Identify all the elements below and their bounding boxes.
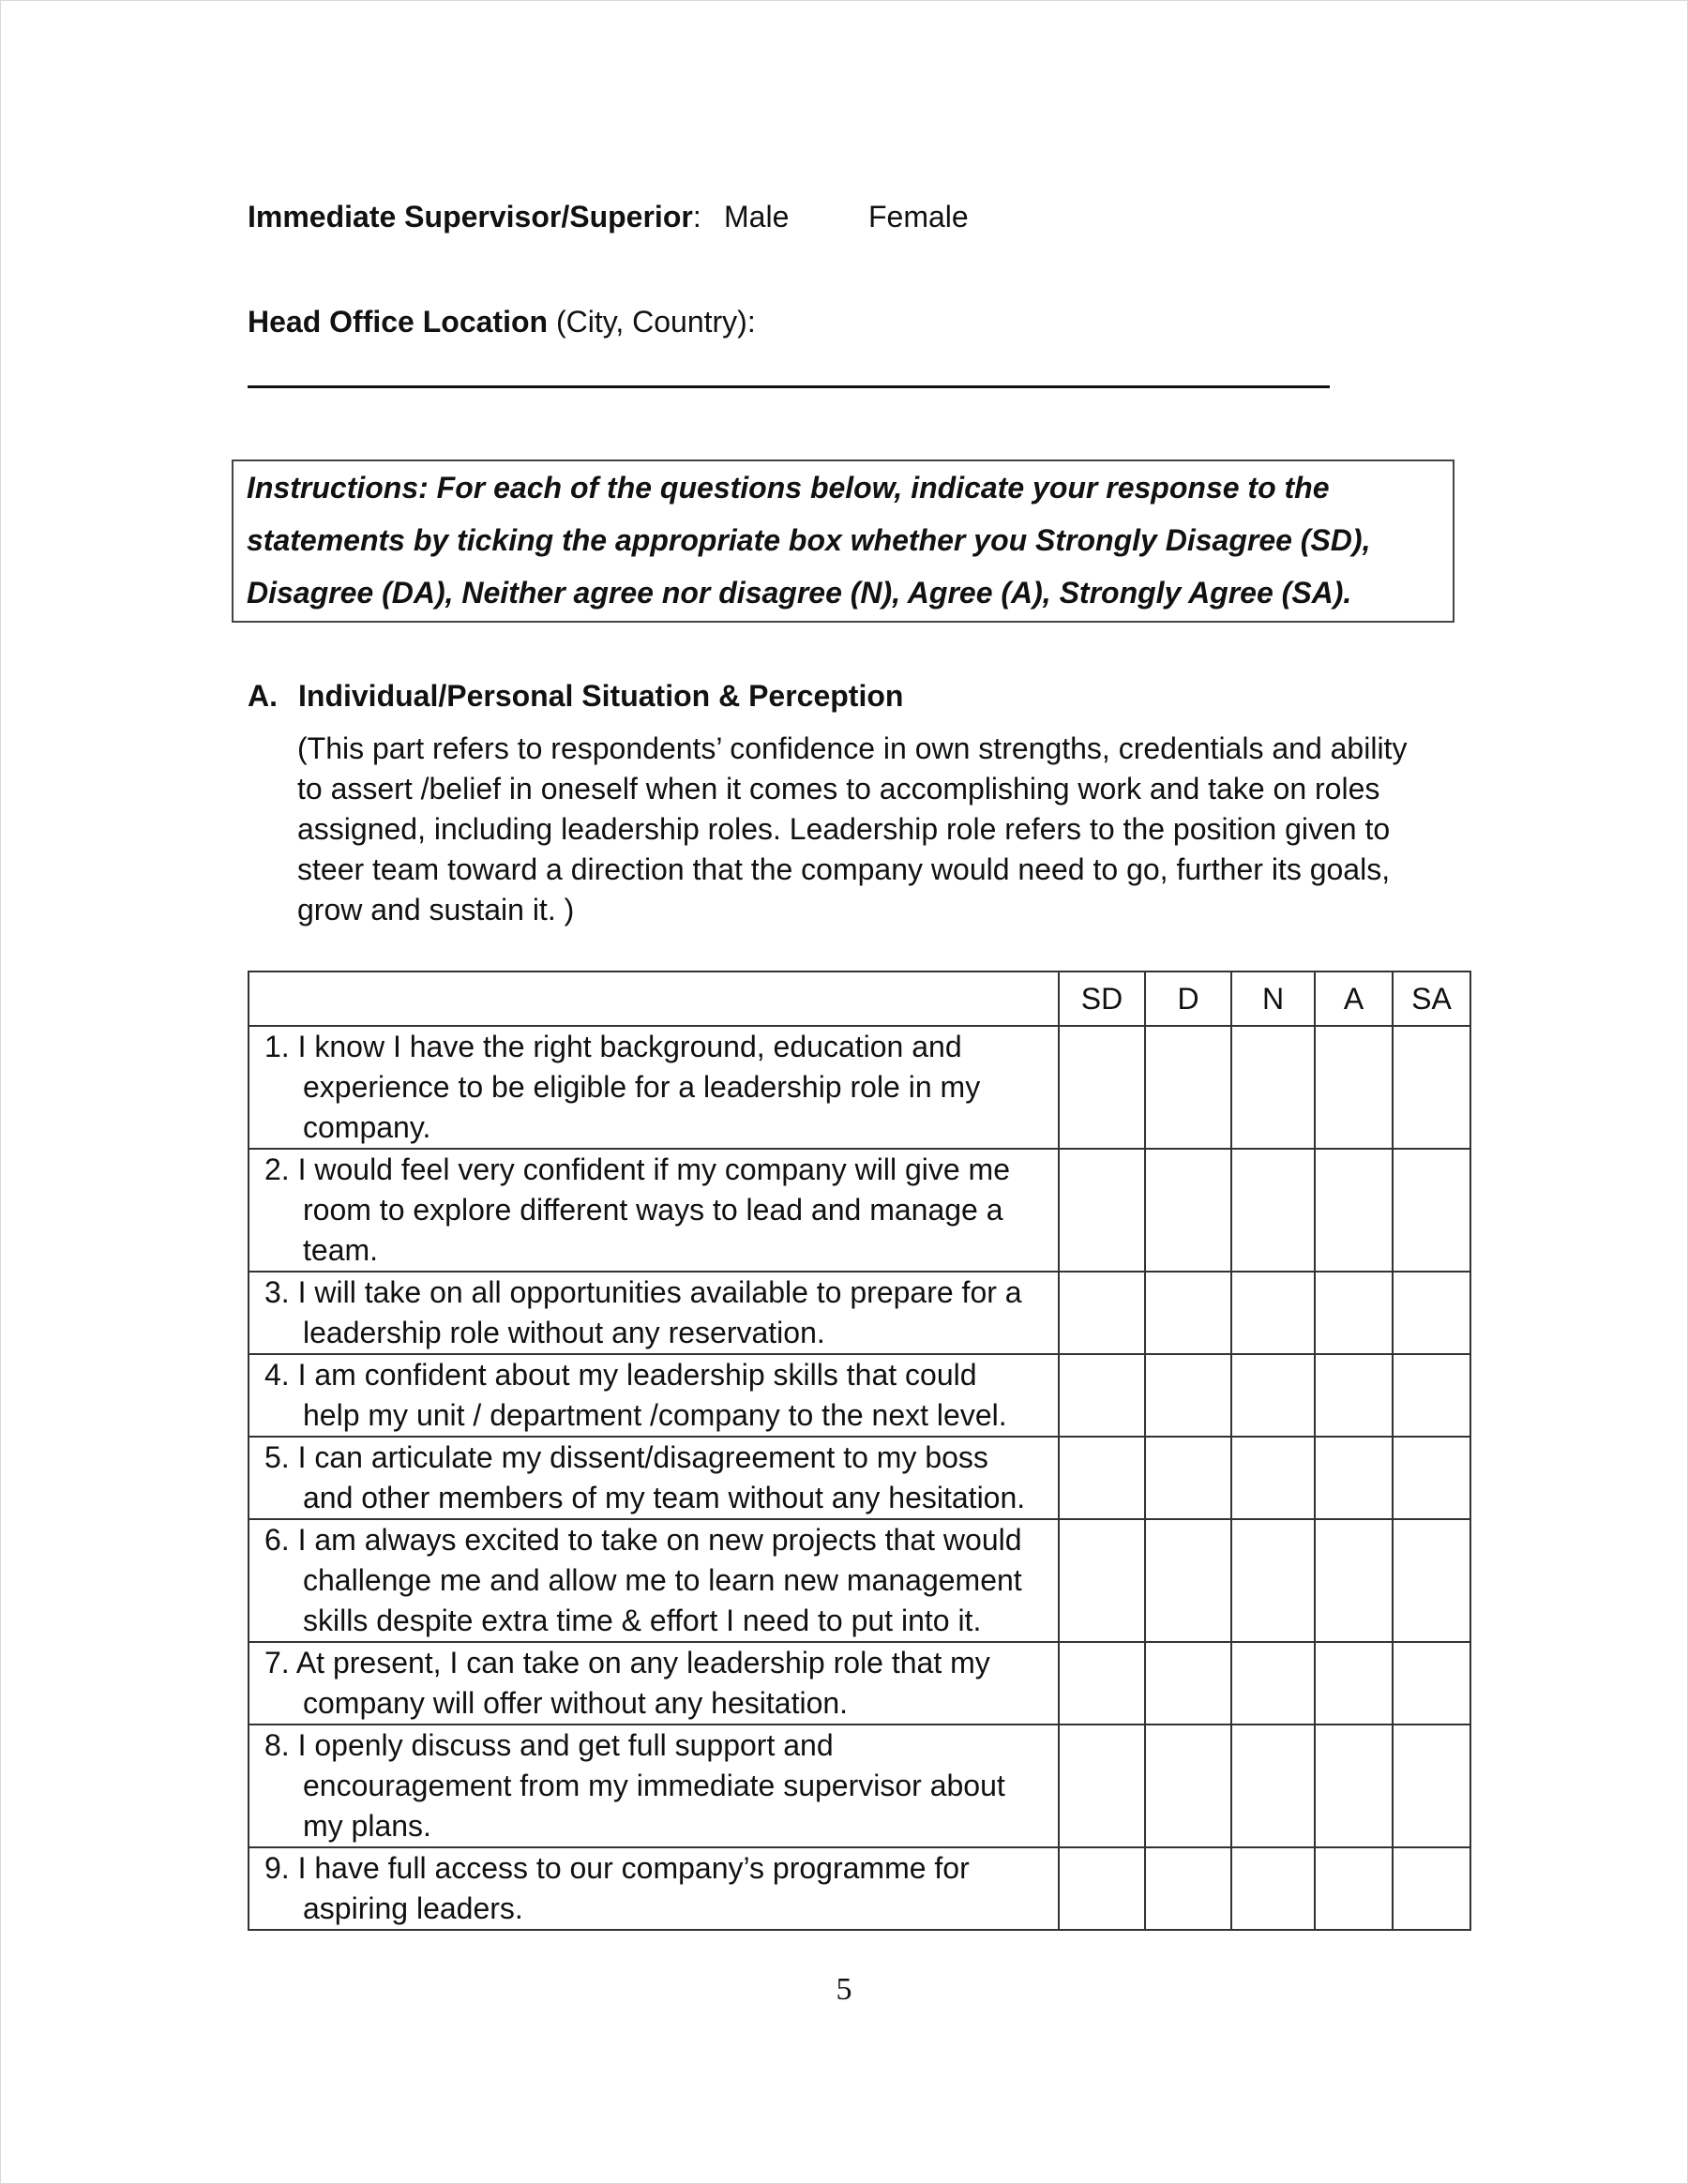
- instructions-line: Disagree (DA), Neither agree nor disagree (N), Agree (A), Strongly Agree (SA).: [247, 576, 1352, 610]
- checkbox-cell-sa[interactable]: [1393, 1725, 1470, 1847]
- instructions-box: [232, 459, 1454, 623]
- checkbox-cell-a[interactable]: [1315, 1642, 1393, 1725]
- checkbox-cell-sa[interactable]: [1393, 1642, 1470, 1725]
- checkbox-cell-n[interactable]: [1231, 1354, 1315, 1437]
- question-line: my plans.: [303, 1809, 431, 1843]
- instructions-line: Instructions: For each of the questions below, indicate your response to the: [247, 471, 1330, 505]
- supervisor-colon: :: [692, 200, 701, 233]
- question-line: 3. I will take on all opportunities available to prepare for a: [264, 1275, 1022, 1309]
- question-line: experience to be eligible for a leadership role in my: [303, 1070, 981, 1104]
- section-a-letter: A.: [248, 679, 278, 713]
- question-8: [249, 1725, 1059, 1847]
- checkbox-cell-sd[interactable]: [1059, 1026, 1145, 1149]
- supervisor-label: Immediate Supervisor/Superior: [248, 200, 693, 233]
- checkbox-cell-d[interactable]: [1145, 1272, 1231, 1354]
- checkbox-cell-sa[interactable]: [1393, 1149, 1470, 1272]
- checkbox-cell-sd[interactable]: [1059, 1149, 1145, 1272]
- table-row: [249, 1026, 1470, 1149]
- question-line: aspiring leaders.: [303, 1891, 523, 1925]
- checkbox-cell-d[interactable]: [1145, 1847, 1231, 1930]
- table-row: [249, 1847, 1470, 1930]
- section-a-title: Individual/Personal Situation & Perception: [298, 679, 904, 713]
- checkbox-cell-sa[interactable]: [1393, 1272, 1470, 1354]
- page-number: 5: [836, 1972, 852, 2007]
- header-sd: SD: [1059, 972, 1145, 1026]
- checkbox-cell-d[interactable]: [1145, 1149, 1231, 1272]
- question-line: challenge me and allow me to learn new management: [303, 1563, 1022, 1597]
- description-line: assigned, including leadership roles. Leadership role refers to the position given to: [297, 812, 1391, 846]
- head-office-input-line[interactable]: [248, 385, 1330, 388]
- head-office-hint: (City, Country):: [555, 305, 756, 339]
- checkbox-cell-n[interactable]: [1231, 1519, 1315, 1642]
- checkbox-cell-d[interactable]: [1145, 1354, 1231, 1437]
- checkbox-cell-n[interactable]: [1231, 1847, 1315, 1930]
- question-line: leadership role without any reservation.: [303, 1316, 825, 1349]
- checkbox-cell-n[interactable]: [1231, 1272, 1315, 1354]
- checkbox-cell-sa[interactable]: [1393, 1847, 1470, 1930]
- header-d: D: [1145, 972, 1231, 1026]
- description-line: to assert /belief in oneself when it comes to accomplishing work and take on roles: [297, 772, 1380, 806]
- description-line: steer team toward a direction that the company would need to go, further its goals,: [297, 852, 1391, 886]
- table-header-row: [249, 972, 1470, 1026]
- question-line: skills despite extra time & effort I need to put into it.: [303, 1604, 982, 1637]
- checkbox-cell-sa[interactable]: [1393, 1026, 1470, 1149]
- question-line: company will offer without any hesitation.: [303, 1686, 849, 1720]
- checkbox-cell-a[interactable]: [1315, 1026, 1393, 1149]
- checkbox-cell-sd[interactable]: [1059, 1642, 1145, 1725]
- table-row: [249, 1354, 1470, 1437]
- section-a-description: [297, 729, 1469, 930]
- question-line: 8. I openly discuss and get full support and: [264, 1728, 834, 1762]
- question-line: 5. I can articulate my dissent/disagreement to my boss: [264, 1440, 988, 1474]
- table-row: [249, 1642, 1470, 1725]
- checkbox-cell-sd[interactable]: [1059, 1847, 1145, 1930]
- checkbox-cell-a[interactable]: [1315, 1725, 1393, 1847]
- checkbox-cell-sd[interactable]: [1059, 1354, 1145, 1437]
- checkbox-cell-n[interactable]: [1231, 1149, 1315, 1272]
- question-5: [249, 1437, 1059, 1519]
- checkbox-cell-n[interactable]: [1231, 1642, 1315, 1725]
- head-office-row: [248, 303, 756, 340]
- table-row: [249, 1519, 1470, 1642]
- question-line: 6. I am always excited to take on new projects that would: [264, 1523, 1022, 1557]
- header-statement: [249, 972, 1059, 1026]
- checkbox-cell-d[interactable]: [1145, 1437, 1231, 1519]
- question-line: 2. I would feel very confident if my company will give me: [264, 1152, 1010, 1186]
- question-line: company.: [303, 1110, 431, 1144]
- checkbox-cell-sa[interactable]: [1393, 1354, 1470, 1437]
- supervisor-row: [248, 198, 701, 235]
- checkbox-cell-a[interactable]: [1315, 1354, 1393, 1437]
- head-office-label: Head Office Location: [248, 305, 549, 339]
- checkbox-cell-d[interactable]: [1145, 1725, 1231, 1847]
- instructions-line: statements by ticking the appropriate box whether you Strongly Disagree (SD),: [247, 523, 1371, 557]
- question-9: [249, 1847, 1059, 1930]
- checkbox-cell-sd[interactable]: [1059, 1437, 1145, 1519]
- checkbox-cell-a[interactable]: [1315, 1437, 1393, 1519]
- header-a: A: [1315, 972, 1393, 1026]
- question-line: help my unit / department /company to the next level.: [303, 1398, 1007, 1432]
- question-3: [249, 1272, 1059, 1354]
- table-row: [249, 1149, 1470, 1272]
- question-7: [249, 1642, 1059, 1725]
- question-4: [249, 1354, 1059, 1437]
- checkbox-cell-d[interactable]: [1145, 1519, 1231, 1642]
- checkbox-cell-sd[interactable]: [1059, 1519, 1145, 1642]
- checkbox-cell-sd[interactable]: [1059, 1272, 1145, 1354]
- question-line: 7. At present, I can take on any leadership role that my: [264, 1646, 990, 1679]
- question-2: [249, 1149, 1059, 1272]
- checkbox-cell-a[interactable]: [1315, 1519, 1393, 1642]
- checkbox-cell-sa[interactable]: [1393, 1437, 1470, 1519]
- table-row: [249, 1437, 1470, 1519]
- checkbox-cell-a[interactable]: [1315, 1272, 1393, 1354]
- checkbox-cell-a[interactable]: [1315, 1847, 1393, 1930]
- checkbox-cell-a[interactable]: [1315, 1149, 1393, 1272]
- question-6: [249, 1519, 1059, 1642]
- checkbox-cell-n[interactable]: [1231, 1437, 1315, 1519]
- checkbox-cell-d[interactable]: [1145, 1026, 1231, 1149]
- table-row: [249, 1272, 1470, 1354]
- question-line: team.: [303, 1233, 379, 1267]
- description-line: (This part refers to respondents’ confidence in own strengths, credentials and ability: [297, 731, 1408, 765]
- checkbox-cell-n[interactable]: [1231, 1026, 1315, 1149]
- section-a-heading: [248, 677, 903, 715]
- checkbox-cell-sa[interactable]: [1393, 1519, 1470, 1642]
- description-line: grow and sustain it. ): [297, 893, 575, 926]
- question-line: room to explore different ways to lead and manage a: [303, 1193, 1003, 1227]
- checkbox-cell-sd[interactable]: [1059, 1725, 1145, 1847]
- supervisor-option-female[interactable]: Female: [868, 200, 969, 233]
- question-line: and other members of my team without any hesitation.: [303, 1481, 1026, 1514]
- question-line: 4. I am confident about my leadership skills that could: [264, 1358, 977, 1392]
- supervisor-option-male[interactable]: Male: [724, 200, 790, 233]
- header-n: N: [1231, 972, 1315, 1026]
- checkbox-cell-n[interactable]: [1231, 1725, 1315, 1847]
- table-row: [249, 1725, 1470, 1847]
- checkbox-cell-d[interactable]: [1145, 1642, 1231, 1725]
- question-line: encouragement from my immediate supervisor about: [303, 1769, 1005, 1802]
- question-line: 9. I have full access to our company’s programme for: [264, 1851, 970, 1885]
- likert-table: [248, 971, 1471, 1931]
- question-line: 1. I know I have the right background, education and: [264, 1030, 962, 1063]
- header-sa: SA: [1393, 972, 1470, 1026]
- question-1: [249, 1026, 1059, 1149]
